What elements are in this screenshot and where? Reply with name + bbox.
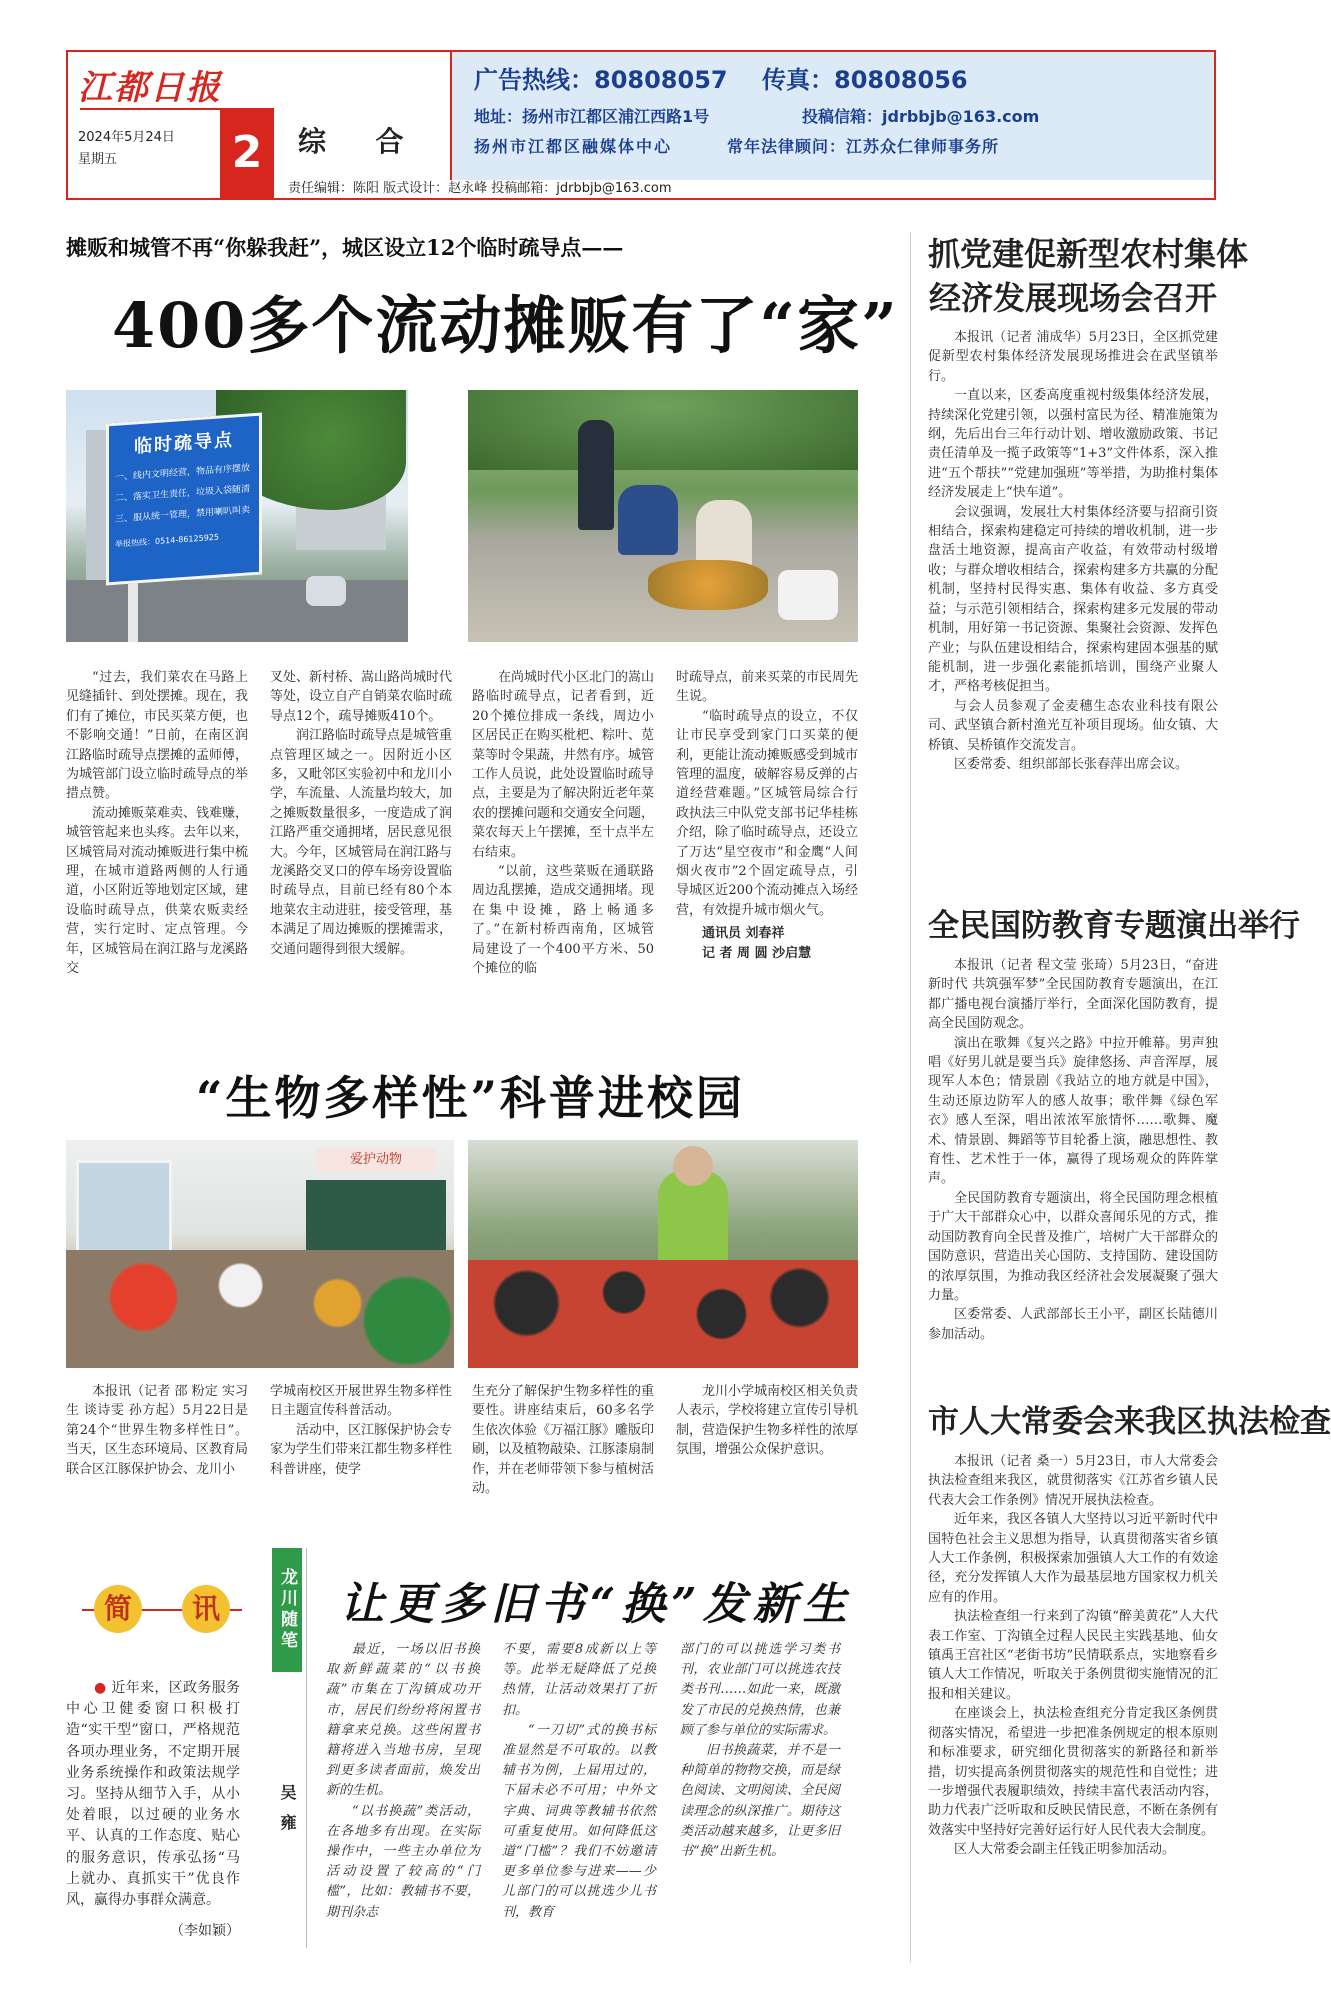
essay-col-1 <box>326 1640 480 1923</box>
lead-byline: 记 者 周 圆 沙启慧 <box>702 945 812 961</box>
lead-paragraph: 在尚城时代小区北门的嵩山路临时疏导点，记者看到，近20个摊位排成一条线，周边小区居民正在购买枇杷、粽叶、苋菜等时令果蔬，井然有序。城管工作人员说，此处设置临时疏导点，主要是为了解决附近老年菜农的摆摊问题和交通安全问题，菜农每天上午摆摊，至十点半左右结束。 <box>472 670 655 860</box>
brief-body <box>66 1678 240 1942</box>
students-group <box>468 1260 858 1368</box>
scooter-shape <box>306 576 346 606</box>
sign-item: 三、服从统一管理，禁用喇叭叫卖 <box>115 505 251 525</box>
essay-paragraph: “一刀切”式的换书标准显然是不可取的。以教辅书为例，上届用过的，下届未必不可用；中外文字典、词典等教辅书依然可重复使用。如何降低这道“门槛”？我们不妨邀请更多单位参与进来——少儿部门的可以挑选少儿书刊，教育 <box>502 1722 656 1920</box>
essay-col-2 <box>502 1640 656 1923</box>
classroom-banner: 爱护动物 <box>316 1148 436 1172</box>
address: 地址：扬州市江都区浦江西路1号 <box>474 107 710 126</box>
lead-paragraph: 时疏导点，前来买菜的市民周先生说。 <box>676 670 859 705</box>
story-defense-education <box>928 904 1300 1344</box>
sign-title: 临时疏导点 <box>134 429 234 458</box>
photo-lecture <box>468 1140 858 1368</box>
essay-author: 吴雍 <box>278 1784 297 1844</box>
contribution-email: 投稿信箱：jdrbbjb@163.com <box>802 107 1040 126</box>
story-paragraph: 演出在歌舞《复兴之路》中拉开帷幕。男声独唱《好男儿就是要当兵》旋律悠扬、声音浑厚，展现军人本色；情景剧《我站立的地方就是中国》，生动还原边防军人的感人故事；歌伴舞《绿色军衣》感人至深，唱出浓浓军旅情怀……歌舞、魔术、情景剧、舞蹈等节目轮番上演，融思想性、教育性、艺术性于一体，赢得了现场观众的阵阵掌声。 <box>928 1035 1218 1187</box>
road-shape <box>66 580 408 642</box>
bio-paragraph: 活动中，区江豚保护协会专家为学生们带来江都生物多样性科普讲座，使学 <box>270 1422 453 1477</box>
lead-col-2 <box>270 668 452 959</box>
produce-basket <box>778 570 838 620</box>
brief-paragraph: ● 近年来，区政务服务中心卫健委窗口积极打造“实干型”窗口，严格规范各项办理业务，不定期开展业务系统操作和政策法规学习。坚持从细节入手，从小处着眼，以过硬的业务水平、认真的工作态度、贴心的服务意识，传承弘扬“马上就办、真抓实干”优良作风，赢得办事群众满意。 <box>66 1680 241 1909</box>
fax-number: 传真：80808056 <box>762 66 968 94</box>
sign-item: 二、落实卫生责任，垃圾入袋随清 <box>115 484 251 504</box>
story-body <box>928 1452 1218 1860</box>
lead-paragraph: “临时疏导点的设立，不仅让市民享受到家门口买菜的便利，更能让流动摊贩感受到城市管理的温度，破解容易反弹的占道经营难题。”区城管局综合行政执法三中队党支部书记华桂栋介绍，除了临时疏导点，还设立了万达“星空夜市”和金鹰“人间烟火夜市”2个固定疏导点，引导城区近200个流动摊点入场经营，有效提升城市烟火气。 <box>676 708 859 918</box>
lead-paragraph: “以前，这些菜贩在通联路周边乱摆摊，造成交通拥堵。现在集中设摊，路上畅通多了。”在新村桥西南角，区城管局建设了一个400平方米、50个摊位的临 <box>472 864 655 977</box>
lead-headline: 400多个流动摊贩有了“家” <box>112 289 899 362</box>
red-dot-icon: ● <box>94 1680 107 1696</box>
essay-headline: 让更多旧书“换”发新生 <box>340 1579 853 1630</box>
officer-figure <box>618 485 678 555</box>
essay-paragraph: 旧书换蔬菜，并不是一种简单的物物交换，而是绿色阅读、文明阅读、全民阅读理念的纵深推广。期待这类活动越来越多，让更多旧书“换”出新生机。 <box>680 1743 840 1860</box>
story-paragraph: 本报讯（记者 浦成华）5月23日，全区抓党建促新型农村集体经济发展现场推进会在武坚镇举行。 <box>928 330 1218 384</box>
bio-paragraph: 学城南校区开展世界生物多样性日主题宣传科普活动。 <box>270 1384 453 1419</box>
story-headline: 市人大常委会来我区执法检查 <box>928 1404 1331 1440</box>
essay-paragraph: 不要，需要8成新以上等等。此举无疑降低了兑换热情，让活动效果打了折扣。 <box>502 1642 656 1718</box>
photo-vendors <box>468 390 858 642</box>
story-body <box>928 956 1218 1344</box>
essay-col-3 <box>680 1640 840 1862</box>
lead-byline: 通讯员 刘春祥 <box>702 926 785 942</box>
sign-hotline: 举报热线：0514-86125925 <box>115 532 219 549</box>
story-paragraph: 本报讯（记者 桑一）5月23日，市人大常委会执法检查组来我区，就贯彻落实《江苏省乡镇人民代表大会工作条例》情况开展执法检查。 <box>928 1454 1218 1508</box>
essay-paragraph: “以书换蔬”类活动，在各地多有出现。在实际操作中，一些主办单位为活动设置了较高的“门槛”，比如：教辅书不要，期刊杂志 <box>326 1803 480 1920</box>
lead-col-1 <box>66 668 248 979</box>
column-name: 龙川随笔 <box>272 1548 302 1672</box>
story-npc-inspection <box>928 1400 1331 1860</box>
lead-kicker: 摊贩和城管不再“你躲我赶”，城区设立12个临时疏导点—— <box>66 235 624 260</box>
essay-column-tag <box>272 1548 302 1948</box>
story-headline: 经济发展现场会召开 <box>928 279 1217 317</box>
issue-weekday: 星期五 <box>78 152 118 167</box>
sign-item: 一、线内文明经营，物品有序摆放 <box>115 463 251 483</box>
photo-classroom <box>66 1140 454 1368</box>
bio-paragraph: 生充分了解保护生物多样性的重要性。讲座结束后，60多名学生依次体验《万福江豚》雕版印刷，以及植物敲染、江豚漆扇制作，并在老师带领下参与植树活动。 <box>472 1384 655 1497</box>
story-paragraph: 区人大常委会副主任钱正明参加活动。 <box>954 1842 1176 1858</box>
produce-basket <box>648 560 768 610</box>
masthead <box>66 50 1216 200</box>
bio-col-3 <box>472 1382 654 1498</box>
story-paragraph: 全民国防教育专题演出，将全民国防理念根植于广大干部群众心中，以群众喜闻乐见的方式，推动国防教育向全民普及推广，培树广大干部群众的国防意识，营造出关心国防、支持国防、建设国防的浓厚氛围，为推动我区经济社会发展凝聚了强大力量。 <box>928 1190 1218 1303</box>
window-shape <box>76 1160 172 1256</box>
essay-paragraph: 部门的可以挑选学习类书刊，农业部门可以挑选农技类书刊……如此一来，既激发了市民的兑换热情，也兼顾了参与单位的实际需求。 <box>680 1642 840 1738</box>
tree-shape <box>468 390 858 470</box>
legal-advisor: 常年法律顾问：江苏众仁律师事务所 <box>727 137 1000 156</box>
column-divider <box>306 1548 307 1948</box>
story-paragraph: 执法检查组一行来到了沟镇“醉美黄花”人大代表工作室、丁沟镇全过程人民民主实践基地、仙女镇禹王宫社区“老街书坊”民情联系点，实地察看乡镇人大工作情况，听取关于条例贯彻实施情况的汇报和相关建议。 <box>928 1609 1218 1702</box>
brief-title-char: 讯 <box>182 1585 230 1633</box>
story-paragraph: 在座谈会上，执法检查组充分肯定我区条例贯彻落实情况，希望进一步把准条例规定的根本原则和标准要求，研究细化贯彻落实的新路径和新举措，切实提高条例贯彻落实的规范性和自觉性；进一步增强代表履职绩效，持续丰富代表活动内容，助力代表广泛听取和反映民情民意，不断在条例有效落实中坚持好完善好运行好人民代表大会制度。 <box>928 1706 1218 1838</box>
lead-col-3 <box>472 668 654 979</box>
page-number: 2 <box>220 108 274 198</box>
lead-paragraph: 叉处、新村桥、嵩山路尚城时代等处，设立自产自销菜农临时疏导点12个，疏导摊贩410个。 <box>270 670 453 724</box>
media-center: 扬州市江都区融媒体中心 <box>474 137 673 156</box>
bio-paragraph: 龙川小学城南校区相关负责人表示，学校将建立宣传引导机制，营造保护生物多样性的浓厚氛围，增强公众保护意识。 <box>676 1384 859 1458</box>
story-paragraph: 与会人员参观了金麦穗生态农业科技有限公司、武坚镇合新村渔光互补项目现场。仙女镇、大桥镇、吴桥镇作交流发言。 <box>928 698 1218 753</box>
section-title: 综 合 <box>298 125 414 158</box>
story-party-building <box>928 232 1249 774</box>
issue-date: 2024年5月24日 <box>78 130 175 145</box>
story-headline: 全民国防教育专题演出举行 <box>928 908 1300 944</box>
brief-author: （李如颖） <box>170 1923 240 1940</box>
lead-paragraph: 流动摊贩菜难卖、钱难赚，城管管起来也头疼。去年以来，区城管局对流动摊贩进行集中梳理，在城市道路两侧的人行通道，小区附近等地划定区域，建设临时疏导点，供菜农贩卖经营，实行定时、定点管理。今年，区城管局在润江路与龙溪路交 <box>66 805 249 977</box>
story-body <box>928 328 1218 774</box>
right-column-divider <box>910 232 911 1962</box>
story-paragraph: 本报讯（记者 程文莹 张琦）5月23日，“奋进新时代 共筑强军梦”全民国防教育专题演出，在江都广播电视台演播厅举行，全面深化国防教育，提高全民国防观念。 <box>928 958 1218 1032</box>
story-paragraph: 区委常委、人武部部长王小平，副区长陆德川参加活动。 <box>928 1307 1218 1342</box>
bio-col-2 <box>270 1382 452 1479</box>
teacher-head <box>673 1146 713 1186</box>
masthead-left <box>68 52 452 180</box>
temporary-site-sign <box>106 413 262 586</box>
lead-paragraph: “过去，我们菜农在马路上见缝插针、到处摆摊。现在，我们有了摊位，市民买菜方便，也不影响交通！”日前，在南区润江路临时疏导点摆摊的孟师傅，为城管部门设立临时疏导点的举措点赞。 <box>66 670 249 802</box>
brief-title <box>82 1585 242 1635</box>
bio-paragraph: 本报讯（记者 邵 粉定 实习生 谈诗雯 孙方起）5月22日是第24个“世界生物多样性日”。当天，区生态环境局、区教育局联合区江豚保护协会、龙川小 <box>66 1384 249 1477</box>
story-headline: 抓党建促新型农村集体 <box>928 235 1249 273</box>
bio-col-4 <box>676 1382 858 1460</box>
story-paragraph: 区委常委、组织部部长张春萍出席会议。 <box>954 756 1189 772</box>
story-paragraph: 一直以来，区委高度重视村级集体经济发展，持续深化党建引领，以强村富民为径、精准施策为纲，先后出台三年行动计划、增收激励政策、书记责任清单及一揽子政策等“1+3”文件体系，深入推进“五个帮扶”“党建加强班”等举措，为助推村集体经济发展走上“快车道”。 <box>928 388 1218 501</box>
bio-headline: “生物多样性”科普进校园 <box>196 1071 745 1125</box>
logo-underline <box>80 108 240 110</box>
photo-sign-board <box>66 390 408 642</box>
essay-paragraph: 最近，一场以旧书换取新鲜蔬菜的“以书换蔬”市集在丁沟镇成功开市，居民们纷纷将闲置书籍拿来兑换。这些闲置书籍将进入当地书房，呈现到更多读者面前，焕发出新的生机。 <box>326 1642 480 1799</box>
officer-figure <box>578 420 614 530</box>
story-paragraph: 会议强调，发展壮大村集体经济要与招商引资相结合，探索构建稳定可持续的增收机制，进一步盘活土地资源，提高亩产收益，有效带动村级增收；与群众增收相结合，探索构建多方共赢的分配机制，坚持村民得实惠、集体有收益、多方真受益；与示范引领相结合，探索构建多元发展的带动机制，用好第一书记资源、集聚社会资源、发挥色产业；与队伍建设相结合，探索构建固本强基的赋能机制，进一步强化素能抓培训，围绕产业聚人才，严格考核促担当。 <box>928 504 1218 695</box>
students-group <box>66 1250 454 1368</box>
story-paragraph: 近年来，我区各镇人大坚持以习近平新时代中国特色社会主义思想为指导，认真贯彻落实省乡镇人大工作条例，积极探索加强镇人大工作的有效途径，充分发挥镇人大作为最基层地方国家权力机关应有的作用。 <box>928 1512 1218 1605</box>
blackboard-shape <box>306 1180 446 1250</box>
masthead-info <box>452 52 1214 180</box>
lead-col-4 <box>676 668 858 963</box>
editor-credits: 责任编辑：陈阳 版式设计：赵永峰 投稿邮箱：jdrbbjb@163.com <box>288 181 672 196</box>
ad-hotline: 广告热线：80808057 <box>474 66 728 94</box>
brief-title-char: 简 <box>94 1585 142 1633</box>
lead-paragraph: 润江路临时疏导点是城管重点管理区域之一。因附近小区多，又毗邻区实验初中和龙川小学，车流量、人流量均较大，加之摊贩数量很多，一度造成了润江路严重交通拥堵，居民意见很大。今年，区城管局在润江路与龙溪路交叉口的停车场旁设置临时疏导点，目前已经有80个本地菜农主动进驻，接受管理，基本满足了周边摊贩的摆摊需求，交通问题得到很大缓解。 <box>270 728 453 957</box>
newspaper-logo: 江都日报 <box>78 68 222 108</box>
bio-col-1 <box>66 1382 248 1479</box>
